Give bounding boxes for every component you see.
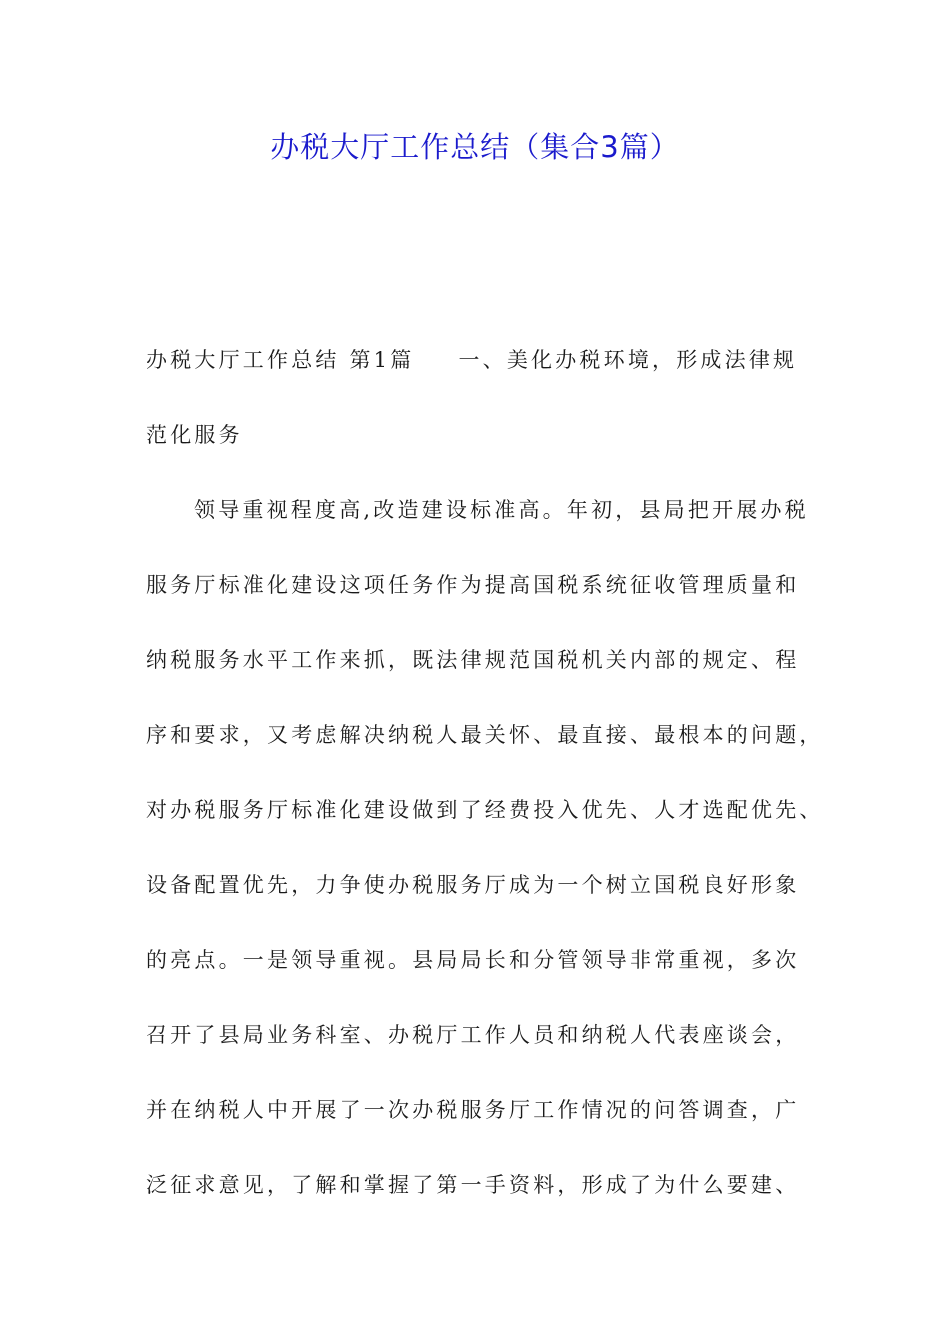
text-line: 的亮点。一是领导重视。县局局长和分管领导非常重视，多次: [146, 948, 800, 972]
text-line: 并在纳税人中开展了一次办税服务厅工作情况的问答调查，广: [146, 1098, 800, 1122]
text-line: 纳税服务水平工作来抓，既法律规范国税机关内部的规定、程: [146, 648, 800, 672]
text-line: 泛征求意见，了解和掌握了第一手资料，形成了为什么要建、: [146, 1173, 800, 1197]
text-line: 领导重视程度高,改造建设标准高。年初，县局把开展办税: [194, 498, 809, 522]
section-subheading: 一、美化办税环境，形成法律规: [458, 348, 798, 372]
text-line: 对办税服务厅标准化建设做到了经费投入优先、人才选配优先、: [146, 798, 824, 822]
text-line: [146, 345, 797, 375]
text-line: 范化服务: [146, 423, 243, 447]
text-line: 设备配置优先，力争使办税服务厅成为一个树立国税良好形象: [146, 873, 800, 897]
section-heading: 办税大厅工作总结 第1篇: [146, 348, 415, 372]
text-line: 召开了县局业务科室、办税厅工作人员和纳税人代表座谈会，: [146, 1023, 800, 1047]
text-line: 序和要求，又考虑解决纳税人最关怀、最直接、最根本的问题，: [146, 723, 824, 747]
text-line: 服务厅标准化建设这项任务作为提高国税系统征收管理质量和: [146, 573, 800, 597]
document-title: 办税大厅工作总结（集合3篇）: [270, 130, 680, 164]
